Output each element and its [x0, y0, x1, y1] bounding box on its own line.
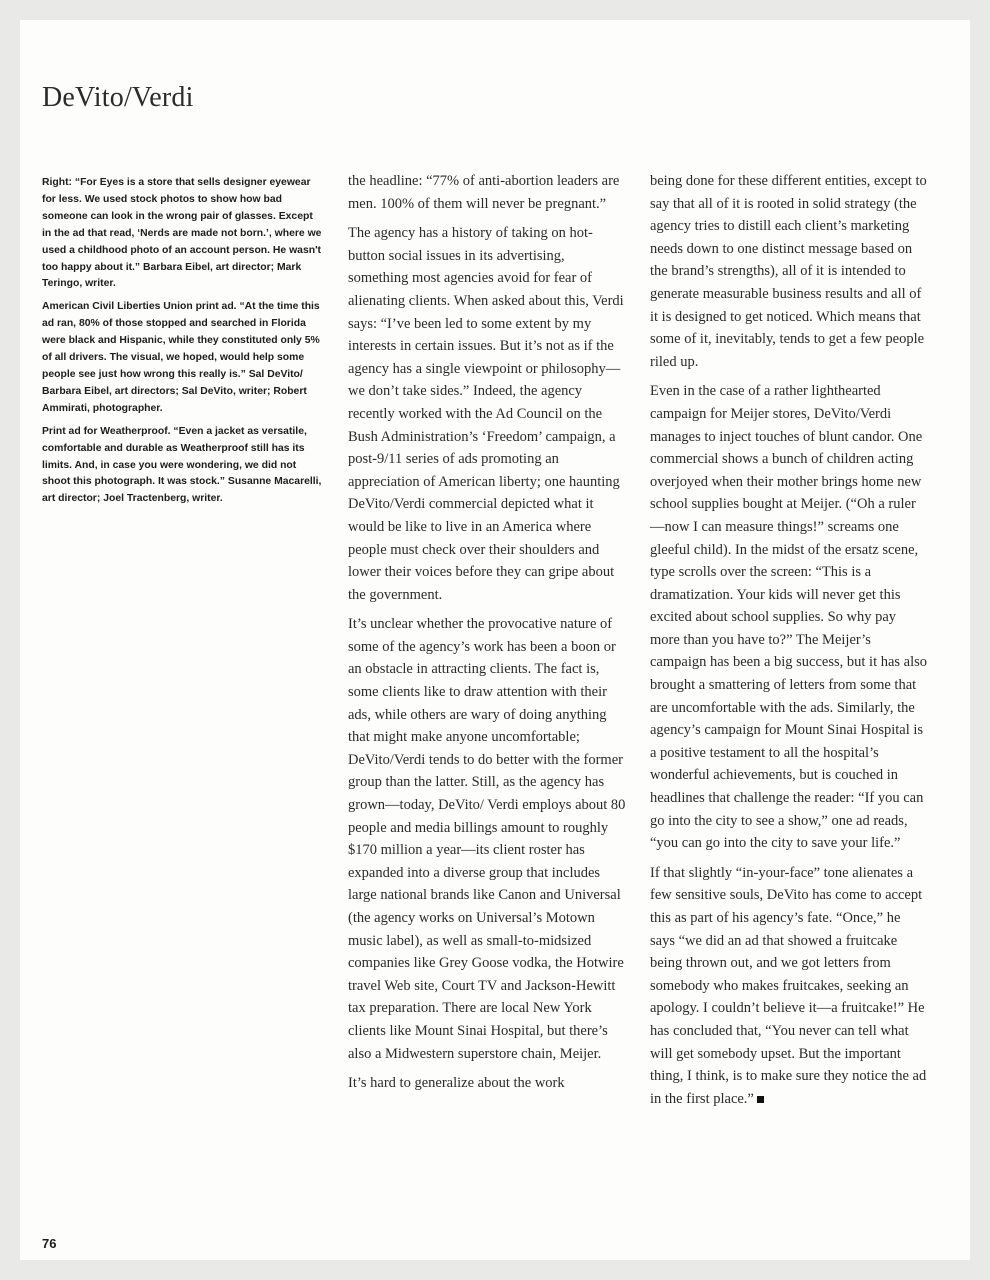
- paragraph: The agency has a history of taking on hot-button social issues in its advertising, something most agencies avoid for fear of alienating clients. When asked about this, Verdi says: “I’ve been led to some extent by my interests in certain issues. But it’s not as if the agency has a single viewpoint or philosophy—we don’t take sides.” Indeed, the agency recently worked with the Ad Council on the Bush Administration’s ‘Freedom’ campaign, a post-9/11 series of ads promoting an appreciation of American liberty; one haunting DeVito/Verdi commercial depicted what it would be like to live in an America where people must check over their shoulders and lower their voices before they can gripe about the government.: [348, 225, 624, 603]
- paragraph: Even in the case of a rather lighthearted campaign for Meijer stores, DeVito/Verdi manages to inject touches of blunt candor. One commercial shows a bunch of children acting overjoyed when their mother brings home new school supplies bought at Meijer. (“Oh a ruler—now I can measure things!” screams one gleeful child). In the midst of the ersatz scene, type scrolls over the screen: “This is a dramatization. Your kids will never get this excited about school supplies. So why pay more than you have to?” The Meijer’s campaign has been a big success, but it has also brought a smattering of letters from some that are uncomfortable with the ads. Similarly, the agency’s campaign for Mount Sinai Hospital is a positive testament to all the hospital’s wonderful achievements, but is couched in headlines that challenge the reader: “If you can go into the city to see a show,” one ad reads, “you can go into the city to save your life.”: [650, 383, 928, 852]
- caption-weatherproof: Print ad for Weatherproof. “Even a jacket as versatile, comfortable and durable as Weatherproof still has its limits. And, in case you were wondering, we did not shoot this photograph. It was stock.” Susanne Macarelli, art director; Joel Tractenberg, writer.: [42, 425, 322, 505]
- body-column-middle: [348, 170, 626, 1102]
- body-column-right: [650, 170, 928, 1117]
- caption-aclu: American Civil Liberties Union print ad. “At the time this ad ran, 80% of those stopped and searched in Florida were black and Hispanic, while they constituted only 5% of all drivers. The visual, we hoped, would help some people see just how wrong this really is.” Sal DeVito/ Barbara Eibel, art directors; Sal DeVito, writer; Robert Ammirati, photographer.: [42, 301, 320, 414]
- photo-captions: [42, 175, 324, 514]
- paragraph: It’s hard to generalize about the work: [348, 1075, 565, 1092]
- caption-for-eyes: Right: “For Eyes is a store that sells designer eyewear for less. We used stock photos to show how bad someone can look in the wrong pair of glasses. Except in the ad that read, ‘Nerds are made not born.’, where we used a childhood photo of an account person. He wasn't too happy about it.” Barbara Eibel, art director; Mark Teringo, writer.: [42, 177, 322, 290]
- page-title: DeVito/Verdi: [42, 82, 194, 113]
- paragraph-final-text: If that slightly “in-your-face” tone alienates a few sensitive souls, DeVito has come to accept this as part of his agency’s fate. “Once,” he says “we did an ad that showed a fruitcake being thrown out, and we got letters from somebody who makes fruitcakes, seeking an apology. I couldn’t believe it—a fruitcake!” He has concluded that, “You never can tell what will get somebody upset. But the important thing, I think, is to make sure they notice the ad in the first place.”: [650, 864, 927, 1107]
- end-mark-icon: [757, 1096, 764, 1103]
- paragraph: It’s unclear whether the provocative nature of some of the agency’s work has been a boon or an obstacle in attracting clients. The fact is, some clients like to draw attention with their ads, while others are wary of doing anything that might make anyone uncomfortable; DeVito/Verdi tends to do better with the former group than the latter. Still, as the agency has grown—today, DeVito/ Verdi employs about 80 people and media billings amount to roughly $170 million a year—its client roster has expanded into a diverse group that includes large national brands like Canon and Universal (the agency works on Universal’s Motown music label), as well as small-to-midsized companies like Grey Goose vodka, the Hotwire travel Web site, Court TV and Jackson-Hewitt tax preparation. There are local New York clients like Mount Sinai Hospital, but there’s also a Midwestern superstore chain, Meijer.: [348, 616, 626, 1062]
- paragraph: the headline: “77% of anti-abortion leaders are men. 100% of them will never be pregnant.”: [348, 173, 620, 212]
- page-number: 76: [42, 1236, 57, 1251]
- paragraph: being done for these different entities, except to say that all of it is rooted in solid strategy (the agency tries to distill each client’s marketing needs down to one distinct message based on the brand’s strengths), all of it is intended to generate measurable business results and all of it is designed to get noticed. Which means that some of it, inevitably, tends to get a few people riled up.: [650, 173, 927, 370]
- magazine-page: [20, 20, 970, 1260]
- paragraph-final: [650, 862, 928, 1111]
